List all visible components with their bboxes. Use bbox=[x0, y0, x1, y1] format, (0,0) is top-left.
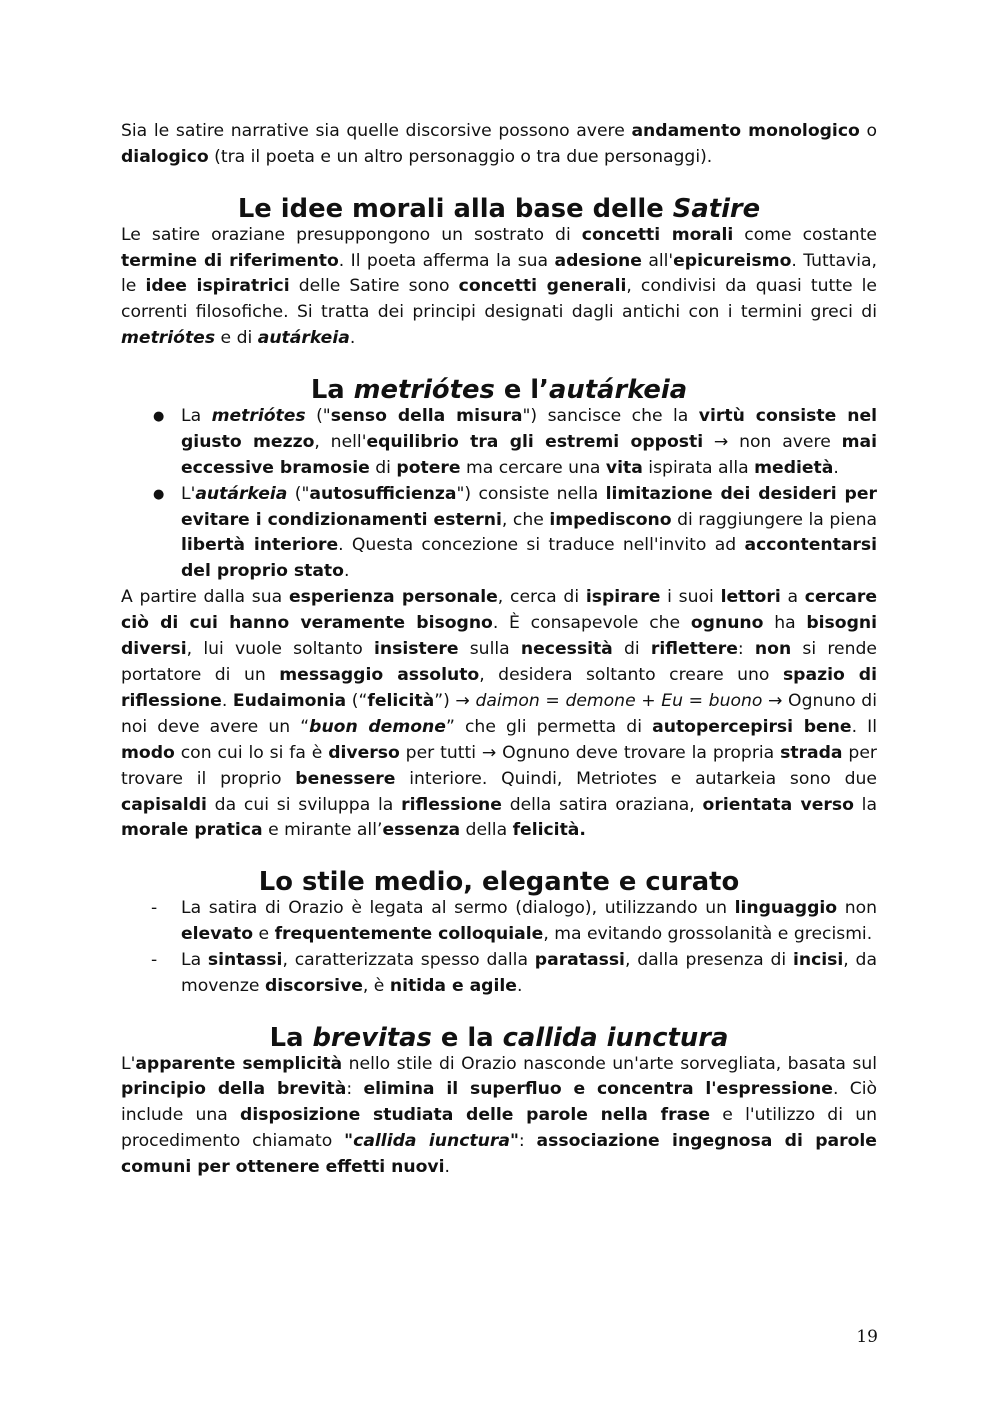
bold-text-run: Eudaimonia bbox=[232, 690, 347, 711]
bold-text-run: elimina il superfluo e concentra l'espressione bbox=[363, 1079, 833, 1100]
bold-text-run: sintassi bbox=[207, 949, 283, 970]
bold-text-run: autosufficienza bbox=[309, 483, 457, 504]
bold-text-run: bisogni diversi bbox=[121, 613, 878, 660]
text-run: Sia le satire narrative sia quelle discorsive possono avere bbox=[121, 121, 632, 141]
bold-text-run: vita bbox=[605, 457, 643, 478]
bold-text-run: insistere bbox=[374, 639, 459, 660]
bold-text-run: felicità bbox=[367, 690, 435, 711]
text-run: . Tuttavia, le bbox=[121, 250, 877, 297]
page-content bbox=[121, 119, 877, 1181]
bold-text-run: linguaggio bbox=[734, 898, 838, 919]
text-run: A partire dalla sua bbox=[121, 587, 289, 608]
text-run: . Ciò include una bbox=[121, 1079, 877, 1126]
bold-text-run: mai eccessive bramosie bbox=[181, 431, 877, 478]
text-run: , cerca di bbox=[497, 587, 586, 608]
text-run: , dalla presenza di bbox=[624, 949, 793, 970]
text-run: (" bbox=[287, 483, 310, 504]
text-run: → Ognuno di noi deve avere un “ bbox=[121, 690, 877, 737]
text-run: . È consapevole che bbox=[492, 613, 691, 634]
text-run: La satira di Orazio è legata al sermo (dialogo), utilizzando un bbox=[181, 898, 735, 919]
bold-text-run: strada bbox=[780, 742, 843, 763]
bold-text-run: senso della misura bbox=[330, 405, 523, 426]
bold-text-run: dialogico bbox=[121, 146, 209, 167]
bold-text-run: incisi bbox=[792, 949, 844, 970]
section-paragraph-eudaimonia bbox=[121, 585, 877, 844]
text-run: La bbox=[310, 375, 354, 406]
text-run: : bbox=[737, 639, 755, 660]
section-heading-brevitas bbox=[121, 1022, 877, 1053]
bold-text-run: principio della brevità bbox=[121, 1079, 347, 1100]
text-run: . bbox=[343, 561, 350, 582]
bold-text-run: esperienza personale bbox=[288, 587, 498, 608]
text-run: (" bbox=[305, 405, 331, 426]
bold-text-run: paratassi bbox=[534, 949, 625, 970]
bold-text-run: morale pratica bbox=[121, 820, 263, 841]
bold-text-run: ispirare bbox=[585, 587, 661, 608]
text-run: i suoi bbox=[660, 587, 721, 608]
text-run: per tutti → Ognuno deve trovare la propria bbox=[399, 742, 781, 763]
text-run: per trovare il proprio bbox=[121, 742, 877, 789]
text-run: , desidera soltanto creare uno bbox=[479, 665, 783, 685]
text-run: , condivisi da quasi tutte le correnti filosofiche. Si tratta dei principi designati dagli antichi con i termini greci di bbox=[121, 276, 877, 323]
text-run: La bbox=[269, 1022, 313, 1053]
bold-text-run: felicità. bbox=[512, 820, 586, 841]
bold-text-run: associazione ingegnosa di parole comuni per ottenere effetti nuovi bbox=[121, 1131, 877, 1178]
section-heading-stile bbox=[121, 867, 877, 898]
list-item bbox=[121, 482, 877, 586]
text-run: . bbox=[833, 457, 839, 478]
text-run: o bbox=[859, 121, 877, 141]
bold-text-run: callida iunctura bbox=[353, 1131, 510, 1152]
bold-text-run: apparente semplicità bbox=[135, 1053, 343, 1074]
bold-text-run: adesione bbox=[554, 250, 642, 271]
dash-marker: - bbox=[151, 898, 158, 919]
list-item bbox=[121, 404, 877, 482]
text-run: di bbox=[369, 457, 397, 478]
italic-text-run: autárkeia bbox=[548, 375, 688, 406]
text-run: la bbox=[853, 794, 877, 815]
text-run: . Questa concezione si traduce nell'invito ad bbox=[338, 535, 745, 556]
text-run: Le satire oraziane presuppongono un sostrato di bbox=[121, 224, 582, 245]
text-run: ispirata alla bbox=[642, 457, 755, 478]
text-run: L' bbox=[181, 483, 196, 504]
bold-text-run: accontentarsi del proprio stato bbox=[181, 535, 878, 582]
text-run: non bbox=[837, 898, 878, 919]
section-paragraph-brevitas bbox=[121, 1052, 877, 1182]
text-run: La bbox=[181, 949, 208, 970]
list-item bbox=[121, 896, 877, 948]
bold-text-run: elevato bbox=[181, 924, 254, 945]
list-item-text bbox=[181, 950, 877, 996]
bold-text-run: riflettere bbox=[650, 639, 738, 660]
bold-text-run: andamento monologico bbox=[631, 121, 860, 141]
text-run: della bbox=[460, 820, 513, 841]
list-item bbox=[121, 948, 877, 1000]
section-heading-metriotes-autarkeia bbox=[121, 375, 877, 406]
bold-text-run: termine di riferimento bbox=[121, 250, 339, 271]
bold-text-run: orientata verso bbox=[702, 794, 854, 815]
bold-text-run: benessere bbox=[295, 768, 396, 789]
text-run: di bbox=[612, 639, 651, 660]
text-run: sulla bbox=[458, 639, 521, 660]
bold-text-run: " bbox=[344, 1131, 354, 1152]
bold-text-run: " bbox=[509, 1131, 519, 1152]
bullet-marker: ● bbox=[153, 486, 165, 502]
bold-text-run: metriótes bbox=[211, 405, 306, 426]
text-run: nello stile di Orazio nasconde un'arte sorvegliata, basata sul bbox=[342, 1053, 877, 1074]
page-number: 19 bbox=[856, 1327, 878, 1347]
section-paragraph-idee-morali bbox=[121, 223, 877, 353]
text-run: . Il poeta afferma la sua bbox=[338, 250, 555, 271]
bold-text-run: equilibrio tra gli estremi opposti bbox=[366, 431, 704, 452]
text-run: Lo stile medio, elegante e curato bbox=[258, 867, 740, 898]
bold-text-run: necessità bbox=[520, 639, 613, 660]
bold-text-run: disposizione studiata delle parole nella frase bbox=[240, 1105, 711, 1126]
text-run: , nell' bbox=[314, 431, 367, 452]
dash-marker: - bbox=[151, 949, 158, 970]
bold-text-run: frequentemente colloquiale bbox=[274, 924, 544, 945]
dash-list bbox=[121, 896, 877, 1000]
text-run: come costante bbox=[733, 224, 878, 245]
text-run: con cui lo si fa è bbox=[174, 742, 329, 763]
bold-text-run: lettori bbox=[720, 587, 781, 608]
bold-text-run: riflessione bbox=[401, 794, 502, 815]
text-run: e l’ bbox=[494, 375, 549, 406]
intro-paragraph bbox=[121, 119, 877, 171]
text-run: (tra il poeta e un altro personaggio o tra due personaggi). bbox=[208, 146, 713, 167]
text-run: e l'utilizzo di un procedimento chiamato bbox=[121, 1105, 877, 1152]
bold-text-run: ognuno bbox=[690, 613, 764, 634]
text-run: all' bbox=[641, 250, 674, 271]
bold-text-run: buon demone bbox=[309, 716, 446, 737]
text-run: da cui si sviluppa la bbox=[206, 794, 402, 815]
italic-text-run: daimon = demone + Eu = buono bbox=[475, 690, 763, 711]
bold-text-run: impediscono bbox=[549, 509, 672, 530]
list-item-text bbox=[181, 898, 877, 944]
text-run: , che bbox=[501, 509, 550, 530]
bold-text-run: cercare ciò di cui hanno veramente bisogno bbox=[121, 587, 877, 634]
text-run: . bbox=[221, 690, 233, 711]
text-run: → non avere bbox=[703, 431, 842, 452]
bold-text-run: idee ispiratrici bbox=[145, 276, 290, 297]
bullet-marker: ● bbox=[153, 408, 165, 424]
text-run: e la bbox=[431, 1022, 503, 1053]
italic-text-run: metriótes bbox=[353, 375, 495, 406]
text-run: interiore. Quindi, Metriotes e autarkeia sono due bbox=[395, 768, 877, 789]
text-run: , da movenze bbox=[181, 949, 877, 996]
bold-text-run: limitazione dei desideri per evitare i condizionamenti esterni bbox=[181, 483, 877, 530]
text-run: , lui vuole soltanto bbox=[186, 639, 375, 660]
bold-text-run: medietà bbox=[754, 457, 834, 478]
text-run: si rende portatore di un bbox=[121, 639, 877, 685]
bold-text-run: spazio di riflessione bbox=[121, 665, 877, 711]
list-item-text bbox=[181, 484, 877, 582]
bold-text-run: modo bbox=[121, 742, 175, 763]
text-run: , caratterizzata spesso dalla bbox=[282, 949, 535, 970]
text-run: e di bbox=[215, 328, 258, 349]
section-heading-idee-morali bbox=[121, 193, 877, 224]
text-run: L' bbox=[121, 1053, 136, 1074]
text-run: ”) → bbox=[434, 690, 476, 711]
text-run: . Il bbox=[851, 716, 877, 737]
bold-text-run: epicureismo bbox=[673, 250, 792, 271]
text-run: Le idee morali alla base delle bbox=[237, 193, 673, 224]
bold-text-run: discorsive bbox=[264, 975, 363, 996]
bold-text-run: metriótes bbox=[121, 328, 216, 349]
bold-text-run: autárkeia bbox=[195, 483, 288, 504]
text-run: ha bbox=[763, 613, 807, 634]
text-run: ") consiste nella bbox=[456, 483, 606, 504]
bold-text-run: diverso bbox=[328, 742, 400, 763]
text-run: : bbox=[346, 1079, 364, 1100]
text-run: ") sancisce che la bbox=[522, 405, 699, 426]
bold-text-run: autárkeia bbox=[257, 328, 350, 349]
bold-text-run: non bbox=[754, 639, 792, 660]
text-run: (“ bbox=[346, 690, 368, 711]
text-run: della satira oraziana, bbox=[501, 794, 703, 815]
bold-text-run: messaggio assoluto bbox=[279, 665, 480, 685]
bold-text-run: capisaldi bbox=[121, 794, 207, 815]
bold-text-run: autopercepirsi bene bbox=[652, 716, 852, 737]
bold-text-run: concetti morali bbox=[581, 224, 734, 245]
bold-text-run: potere bbox=[396, 457, 461, 478]
text-run: e bbox=[253, 924, 275, 945]
bold-text-run: libertà interiore bbox=[181, 535, 339, 556]
italic-text-run: callida iunctura bbox=[502, 1022, 729, 1053]
bold-text-run: nitida e agile bbox=[389, 975, 517, 996]
text-run: e mirante all’ bbox=[262, 820, 383, 841]
bullet-list bbox=[121, 404, 877, 585]
list-item-text bbox=[181, 406, 877, 478]
bold-text-run: essenza bbox=[382, 820, 461, 841]
text-run: . bbox=[516, 975, 523, 996]
text-run: . bbox=[444, 1157, 450, 1178]
text-run: , ma evitando grossolanità e grecismi. bbox=[543, 924, 873, 945]
bold-text-run: virtù consiste nel giusto mezzo bbox=[181, 405, 878, 452]
text-run: La bbox=[181, 405, 212, 426]
text-run: ma cercare una bbox=[460, 457, 606, 478]
text-run: . bbox=[349, 328, 356, 349]
text-run: di raggiungere la piena bbox=[671, 509, 878, 530]
text-run: a bbox=[780, 587, 805, 608]
text-run: , è bbox=[362, 975, 390, 996]
text-run: delle Satire sono bbox=[289, 276, 459, 297]
text-run: ” che gli permetta di bbox=[445, 716, 653, 737]
italic-text-run: brevitas bbox=[312, 1022, 432, 1053]
italic-text-run: Satire bbox=[672, 193, 761, 224]
text-run: : bbox=[518, 1131, 537, 1152]
bold-text-run: concetti generali bbox=[458, 276, 627, 297]
